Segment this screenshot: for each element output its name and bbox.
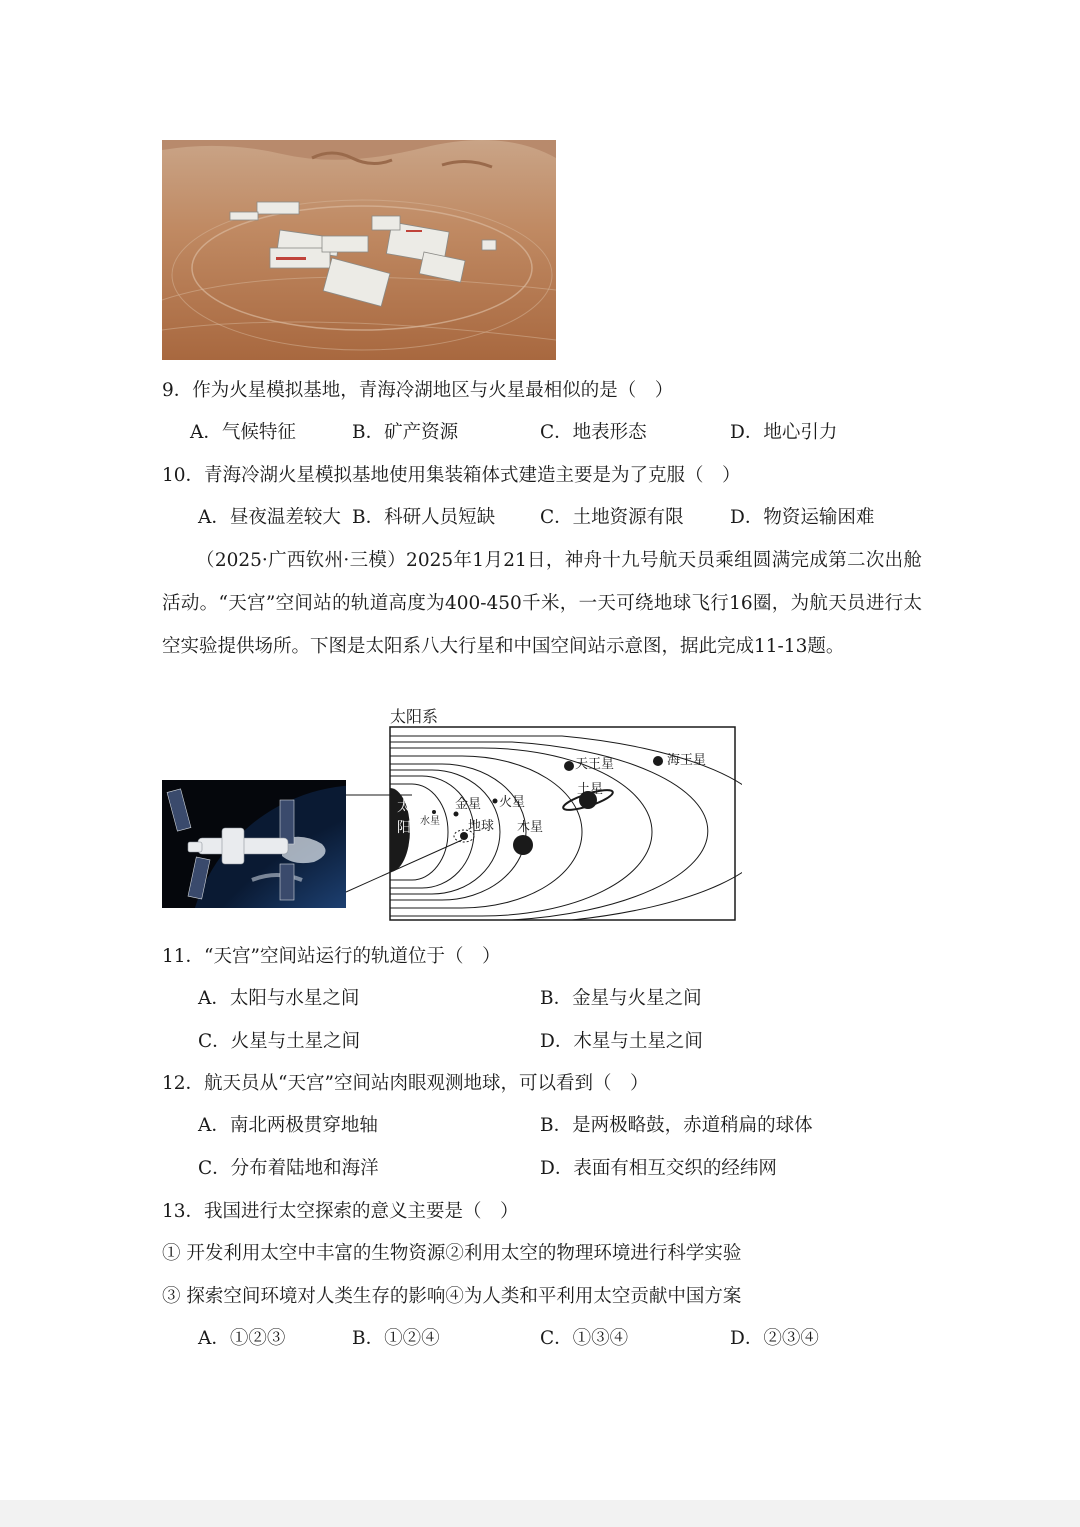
neptune-dot: [653, 756, 663, 766]
sun-label-1: 太: [397, 799, 411, 815]
q10-option-d: D．物资运输困难: [730, 507, 875, 528]
q10-stem: 10．青海冷湖火星模拟基地使用集装箱体式建造主要是为了克服（ ）: [162, 465, 741, 486]
q13-option-b: B．①②④: [352, 1328, 440, 1349]
q9-option-b: B．矿产资源: [352, 422, 459, 443]
mercury-dot: [432, 810, 436, 814]
q11-option-a: A．太阳与水星之间: [198, 988, 360, 1009]
q9-option-c: C．地表形态: [540, 422, 647, 443]
solar-system-diagram: [342, 700, 742, 926]
q9-option-d: D．地心引力: [730, 422, 838, 443]
mars-base-photo: [162, 140, 556, 360]
page-bottom-band: [0, 1500, 1080, 1527]
earth-label: 地球: [468, 819, 495, 834]
venus-label: 金星: [455, 797, 482, 812]
sun-label-2: 阳: [397, 820, 411, 836]
q13-option-a: A．①②③: [198, 1328, 286, 1349]
earth-dot: [460, 832, 468, 840]
q12-option-d: D．表面有相互交织的经纬网: [540, 1158, 777, 1179]
q9-option-a: A．气候特征: [190, 422, 296, 443]
q10-option-a: A．昼夜温差较大: [198, 507, 341, 528]
q11-option-b: B．金星与火星之间: [540, 988, 702, 1009]
q12-option-a: A．南北两极贯穿地轴: [198, 1115, 378, 1136]
q10-option-b: B．科研人员短缺: [352, 507, 496, 528]
q12-option-c: C．分布着陆地和海洋: [198, 1158, 379, 1179]
q13-statement-1: ① 开发利用太空中丰富的生物资源②利用太空的物理环境进行科学实验: [162, 1243, 742, 1264]
passage-text: （2025·广西钦州·三模）2025年1月21日，神舟十九号航天员乘组圆满完成第二次出舱活动。“天宫”空间站的轨道高度为400-450千米，一天可绕地球飞行16圈，为航天员进行太空实验提供场所。下图是太阳系八大行星和中国空间站示意图，据此完成11-13题。: [162, 550, 922, 657]
planet-markers: [390, 756, 663, 872]
q9-stem: 9．作为火星模拟基地，青海冷湖地区与火星最相似的是（ ）: [162, 380, 674, 401]
mars-label: 火星: [499, 795, 526, 810]
diagram-title: 太阳系: [390, 707, 439, 726]
mars-dot: [493, 799, 498, 804]
q13-stem: 13．我国进行太空探索的意义主要是（ ）: [162, 1201, 519, 1222]
saturn-label: 土星: [577, 782, 604, 797]
mercury-label: 水星: [420, 816, 440, 827]
jupiter-label: 木星: [517, 820, 544, 835]
venus-dot: [454, 812, 459, 817]
q12-option-b: B．是两极略鼓，赤道稍扁的球体: [540, 1115, 813, 1136]
q11-stem: 11．“天宫”空间站运行的轨道位于（ ）: [162, 946, 501, 967]
q13-option-d: D．②③④: [730, 1328, 819, 1349]
q11-option-c: C．火星与土星之间: [198, 1031, 361, 1052]
space-station-photo: [162, 780, 346, 908]
uranus-dot: [564, 761, 574, 771]
q10-option-c: C．土地资源有限: [540, 507, 684, 528]
q12-stem: 12．航天员从“天宫”空间站肉眼观测地球，可以看到（ ）: [162, 1073, 649, 1094]
q13-option-c: C．①③④: [540, 1328, 629, 1349]
neptune-label: 海王星: [667, 753, 707, 768]
uranus-label: 天王星: [575, 757, 615, 772]
jupiter-dot: [513, 835, 533, 855]
q11-option-d: D．木星与土星之间: [540, 1031, 703, 1052]
q13-statement-2: ③ 探索空间环境对人类生存的影响④为人类和平利用太空贡献中国方案: [162, 1286, 742, 1307]
